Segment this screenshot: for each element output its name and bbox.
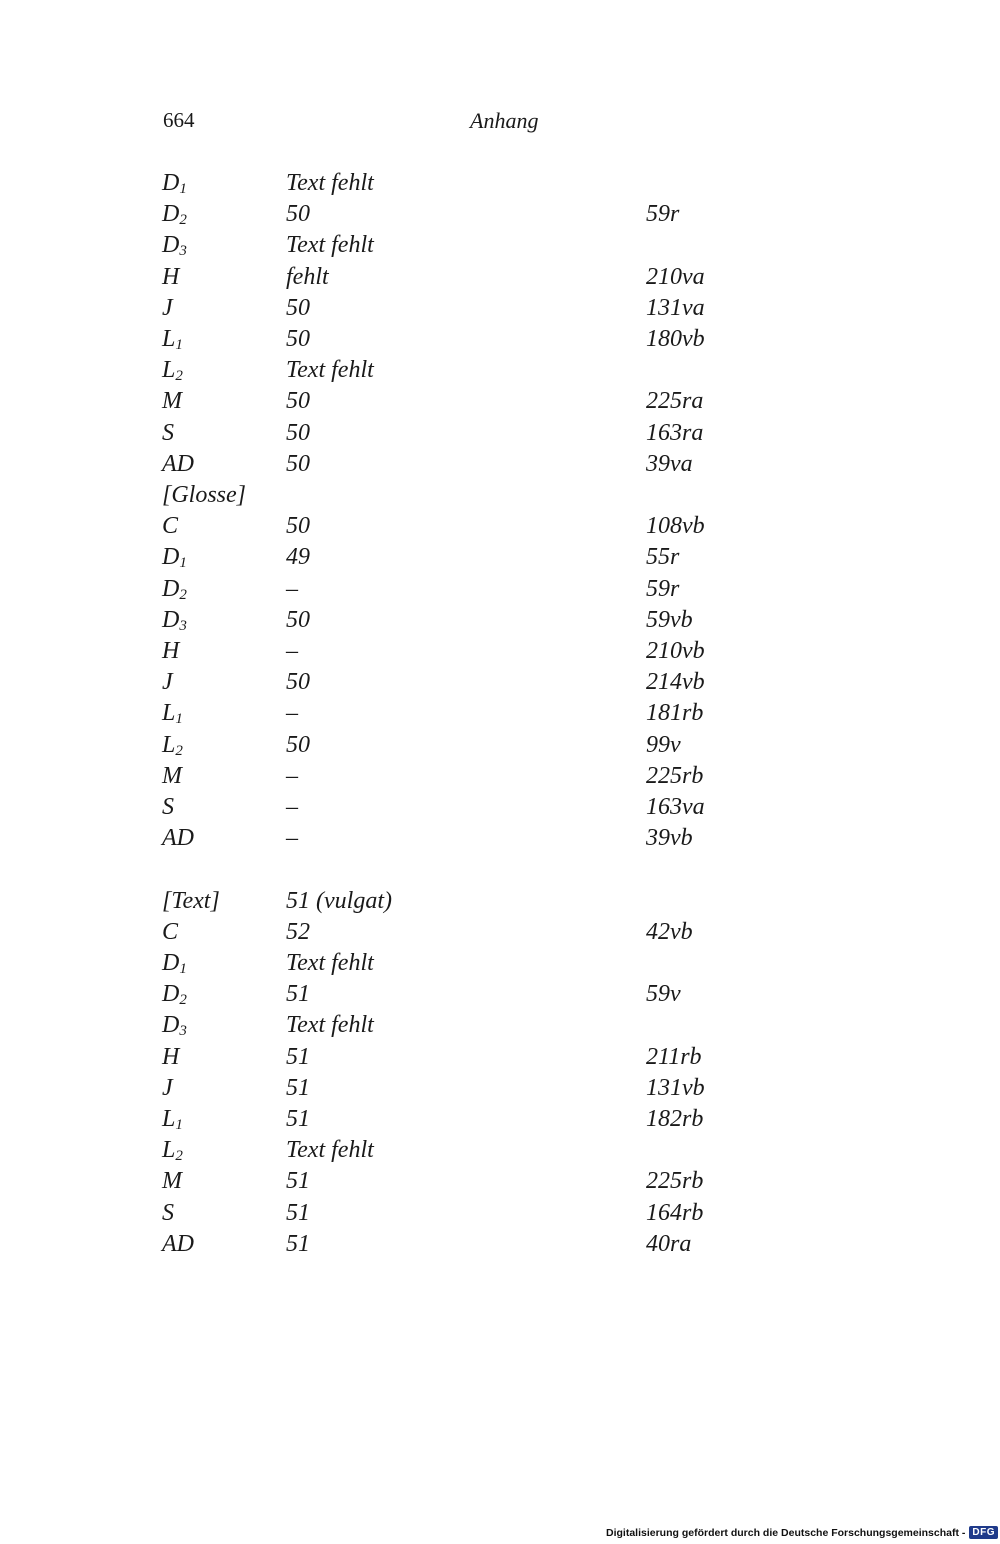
- chapter-number: 50: [286, 731, 310, 758]
- sigil: D: [162, 606, 180, 633]
- sigil-cell: [162, 480, 246, 511]
- folio: 39va: [646, 450, 693, 477]
- sigil-cell: [162, 1042, 179, 1073]
- folio: 163ra: [646, 419, 704, 446]
- folio: 182rb: [646, 1106, 704, 1132]
- table-row: [0, 605, 1000, 636]
- table-row: [0, 542, 1000, 573]
- sigil-cell: [162, 886, 220, 917]
- chapter-number: 51 (vulgat): [286, 887, 392, 914]
- sigil: L: [162, 357, 176, 384]
- table-row: [0, 1166, 1000, 1197]
- table-row: [0, 1135, 1000, 1166]
- table-row: [0, 1010, 1000, 1041]
- sigil-subscript: 1: [179, 181, 187, 197]
- table-row: [0, 199, 1000, 230]
- table-row: [0, 511, 1000, 542]
- table-row: [0, 355, 1000, 386]
- folio: 40ra: [646, 1230, 692, 1257]
- chapter-number: 49: [286, 544, 310, 571]
- sigil: [Text]: [162, 887, 220, 914]
- chapter-number: 50: [286, 201, 310, 228]
- sigil-cell: [162, 730, 183, 761]
- chapter-number: 51: [286, 1199, 310, 1226]
- sigil-cell: [162, 917, 178, 948]
- sigil-cell: [162, 1010, 187, 1041]
- sigil: C: [162, 918, 179, 945]
- folio: 59v: [646, 981, 681, 1008]
- table-row: [0, 979, 1000, 1010]
- sigil-subscript: 2: [175, 1148, 183, 1165]
- folio: 181rb: [646, 700, 704, 727]
- sigil: D: [162, 170, 180, 196]
- table-row: [0, 262, 1000, 293]
- table-row: [0, 1104, 1000, 1135]
- folio: 164rb: [646, 1199, 704, 1226]
- sigil: AD: [162, 825, 194, 852]
- folio: 59vb: [646, 606, 693, 633]
- sigil-cell: [162, 761, 182, 792]
- sigil-cell: [162, 168, 187, 199]
- sigil: D: [162, 201, 180, 228]
- sigil-subscript: 1: [179, 555, 187, 572]
- sigil: D: [162, 575, 180, 602]
- sigil-cell: [162, 386, 182, 417]
- chapter-number: Text fehlt: [286, 1012, 374, 1039]
- table-row: [0, 948, 1000, 979]
- folio: 59r: [646, 575, 680, 602]
- sigil-subscript: 1: [175, 1117, 183, 1133]
- sigil-subscript: 3: [179, 243, 187, 260]
- table-row: [0, 1073, 1000, 1104]
- chapter-number: 52: [286, 918, 310, 945]
- sigil-cell: [162, 1198, 174, 1229]
- sigil-subscript: 2: [179, 586, 187, 603]
- sigil-cell: [162, 667, 173, 698]
- folio: 225rb: [646, 762, 704, 789]
- sigil-cell: [162, 1104, 183, 1135]
- folio: 225rb: [646, 1168, 704, 1195]
- folio: 131va: [646, 294, 705, 321]
- sigil: L: [162, 700, 176, 727]
- table-row: [0, 667, 1000, 698]
- sigil-cell: [162, 355, 183, 386]
- sigil-subscript: 2: [175, 368, 183, 385]
- sigil: S: [162, 419, 174, 446]
- sigil-cell: [162, 542, 187, 573]
- chapter-number: 51: [286, 1168, 310, 1195]
- page-number: 664: [163, 108, 195, 132]
- chapter-number: 50: [286, 669, 310, 696]
- table-row: [0, 792, 1000, 823]
- chapter-number: 50: [286, 513, 310, 540]
- sigil: L: [162, 326, 176, 352]
- running-head: Anhang: [470, 108, 539, 133]
- table-row: [0, 293, 1000, 324]
- folio: 180vb: [646, 326, 705, 352]
- sigil: L: [162, 1106, 176, 1132]
- chapter-number: –: [286, 794, 298, 820]
- folio: 108vb: [646, 513, 705, 540]
- sigil-subscript: 1: [179, 961, 187, 977]
- sigil-cell: [162, 449, 194, 480]
- table-row: [0, 324, 1000, 355]
- sigil: L: [162, 731, 176, 758]
- sigil: M: [162, 388, 182, 415]
- sigil-cell: [162, 574, 187, 605]
- sigil-cell: [162, 418, 174, 449]
- sigil: J: [162, 294, 173, 321]
- folio: 59r: [646, 201, 680, 228]
- chapter-number: 51: [286, 981, 310, 1008]
- chapter-number: 50: [286, 294, 310, 321]
- table-row: [0, 1229, 1000, 1260]
- sigil: D: [162, 1012, 180, 1039]
- chapter-number: 50: [286, 606, 310, 633]
- chapter-number: 51: [286, 1106, 310, 1132]
- table-row: [0, 698, 1000, 729]
- sigil-cell: [162, 1229, 194, 1260]
- chapter-number: Text fehlt: [286, 1137, 374, 1164]
- chapter-number: –: [286, 825, 298, 852]
- table-row: [0, 449, 1000, 480]
- sigil-subscript: 3: [179, 1023, 187, 1040]
- chapter-number: Text fehlt: [286, 170, 374, 196]
- table-row: [0, 1042, 1000, 1073]
- sigil-cell: [162, 324, 183, 355]
- sigil: J: [162, 1074, 173, 1101]
- sigil: J: [162, 669, 173, 696]
- folio: 163va: [646, 794, 705, 820]
- sigil: S: [162, 1199, 174, 1226]
- sigil: D: [162, 981, 180, 1008]
- sigil-subscript: 3: [179, 617, 187, 634]
- sigil: H: [162, 638, 180, 664]
- table-row: [0, 886, 1000, 917]
- table-row: [0, 730, 1000, 761]
- sigil-cell: [162, 1073, 173, 1104]
- chapter-number: 50: [286, 419, 310, 446]
- table-row: [0, 636, 1000, 667]
- sigil: D: [162, 544, 180, 571]
- folio: 210va: [646, 263, 705, 290]
- sigil-cell: [162, 792, 174, 823]
- sigil-cell: [162, 511, 178, 542]
- table-row: [0, 761, 1000, 792]
- folio: 131vb: [646, 1074, 705, 1101]
- table-row: [0, 168, 1000, 199]
- sigil-cell: [162, 979, 187, 1010]
- chapter-number: –: [286, 638, 298, 664]
- chapter-number: 50: [286, 388, 310, 415]
- sigil: D: [162, 232, 180, 259]
- folio: 225ra: [646, 388, 704, 415]
- table-row: [0, 480, 1000, 511]
- folio: 99v: [646, 731, 681, 758]
- table-row: [0, 386, 1000, 417]
- folio: 211rb: [646, 1043, 702, 1070]
- sigil-cell: [162, 636, 179, 667]
- sigil: S: [162, 794, 174, 820]
- chapter-number: 51: [286, 1230, 310, 1257]
- table-row: [0, 418, 1000, 449]
- sigil: H: [162, 263, 180, 290]
- folio: 39vb: [646, 825, 693, 852]
- dfg-logo: DFG: [969, 1526, 998, 1539]
- sigil-cell: [162, 293, 173, 324]
- sigil-cell: [162, 262, 179, 293]
- table-row: [0, 917, 1000, 948]
- sigil-cell: [162, 948, 187, 979]
- table-row: [0, 1198, 1000, 1229]
- sigil: C: [162, 513, 179, 540]
- sigil: L: [162, 1137, 176, 1164]
- sigil-subscript: 1: [175, 337, 183, 353]
- footer-text: Digitalisierung gefördert durch die Deutsche Forschungsgemeinschaft -: [606, 1526, 966, 1539]
- chapter-number: fehlt: [286, 263, 329, 290]
- sigil: AD: [162, 1230, 194, 1257]
- footer-credit: [606, 1526, 998, 1539]
- chapter-number: Text fehlt: [286, 232, 374, 259]
- sigil-cell: [162, 698, 183, 729]
- folio: 210vb: [646, 638, 705, 664]
- sigil-cell: [162, 1166, 182, 1197]
- sigil-subscript: 1: [175, 711, 183, 728]
- chapter-number: 50: [286, 326, 310, 352]
- table-row: [0, 574, 1000, 605]
- sigil-cell: [162, 605, 187, 636]
- chapter-number: –: [286, 762, 298, 789]
- sigil: AD: [162, 450, 194, 477]
- sigil-cell: [162, 823, 194, 854]
- sigil-subscript: 2: [179, 212, 187, 229]
- sigil-cell: [162, 1135, 183, 1166]
- chapter-number: 51: [286, 1074, 310, 1101]
- sigil: H: [162, 1043, 180, 1070]
- chapter-number: 51: [286, 1043, 310, 1070]
- sigil: M: [162, 762, 182, 789]
- chapter-number: –: [286, 700, 298, 727]
- sigil-subscript: 2: [175, 742, 183, 759]
- chapter-number: Text fehlt: [286, 357, 374, 384]
- folio: 214vb: [646, 669, 705, 696]
- chapter-number: 50: [286, 450, 310, 477]
- chapter-number: –: [286, 575, 298, 602]
- sigil: M: [162, 1168, 182, 1195]
- chapter-number: Text fehlt: [286, 950, 374, 976]
- table-row: [0, 230, 1000, 261]
- sigil-cell: [162, 230, 187, 261]
- folio: 42vb: [646, 918, 693, 945]
- sigil-subscript: 2: [179, 992, 187, 1009]
- sigil: [Glosse]: [162, 482, 247, 508]
- sigil-cell: [162, 199, 187, 230]
- folio: 55r: [646, 544, 680, 571]
- sigil: D: [162, 950, 180, 976]
- table-row: [0, 823, 1000, 854]
